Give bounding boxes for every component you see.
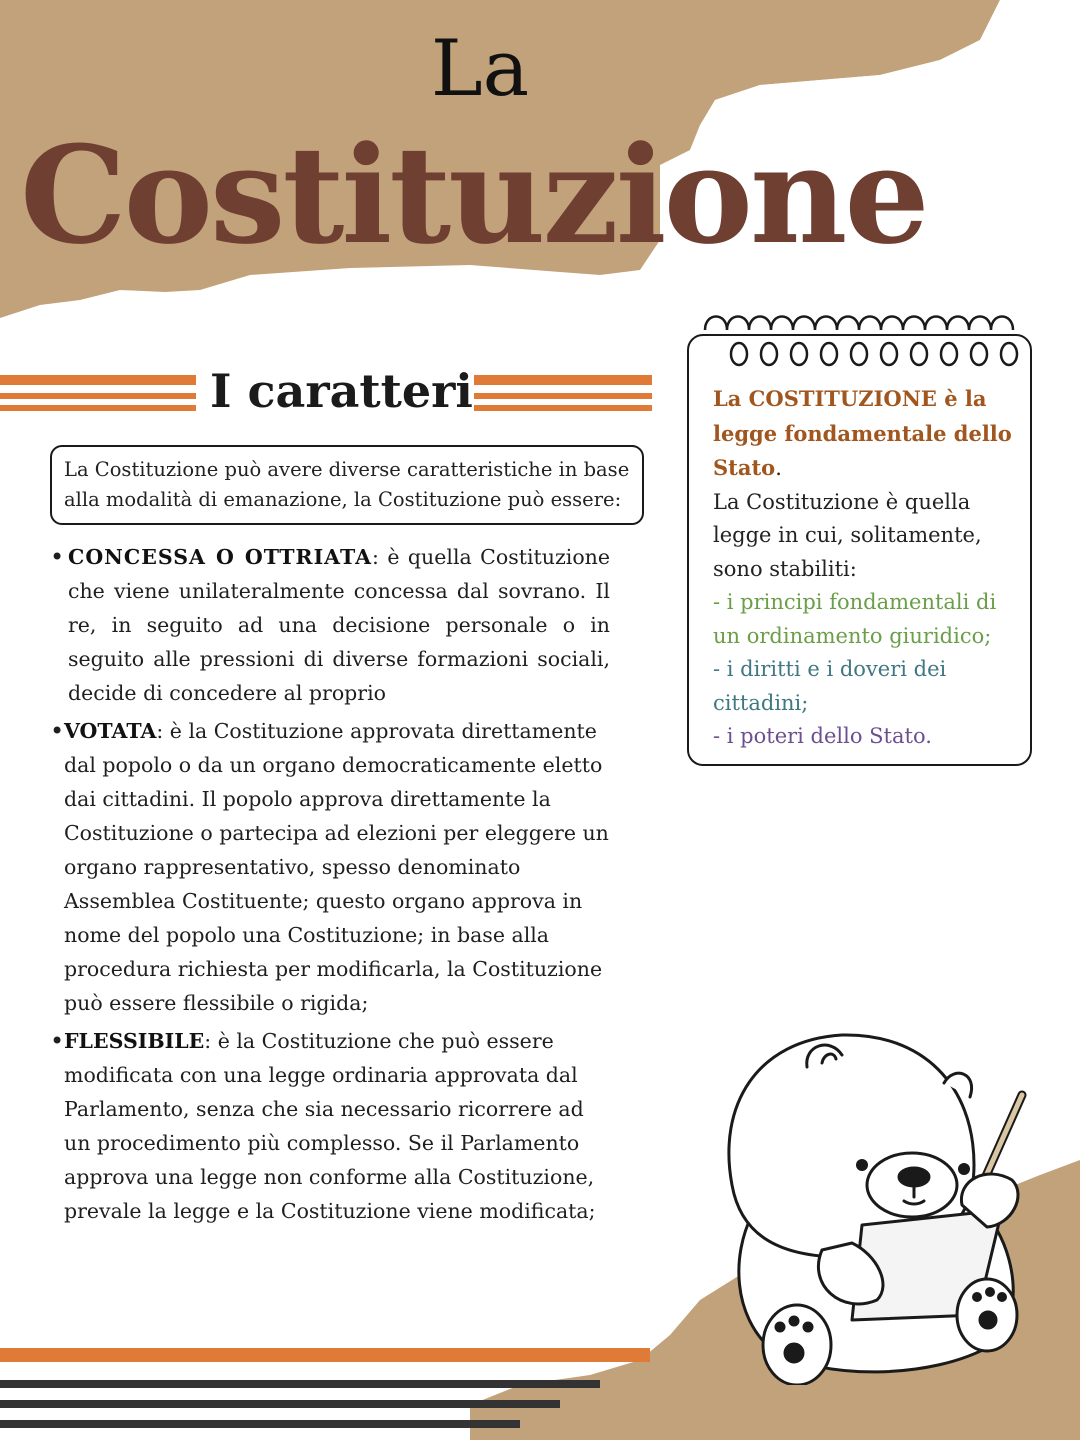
note-body: La Costituzione è quella legge in cui, solitamente, sono stabiliti: — [713, 489, 982, 581]
note-item-poteri: - i poteri dello Stato. — [713, 724, 932, 748]
heading-stripe-left-2 — [0, 393, 196, 399]
bullet-dot-icon: • — [50, 717, 65, 745]
notebook-spiral-icon — [697, 308, 1027, 368]
heading-stripe-right-1 — [474, 375, 652, 385]
note-text — [713, 382, 1023, 754]
heading-stripe-right-3 — [474, 405, 652, 411]
heading-stripe-left-1 — [0, 375, 196, 385]
characteristics-list — [50, 540, 610, 1232]
bottom-stripe-dark-1 — [0, 1380, 600, 1388]
list-item-votata — [50, 714, 610, 1020]
term-votata: VOTATA — [64, 719, 157, 743]
title-la: La — [430, 24, 530, 114]
list-item-concessa — [50, 540, 610, 710]
note-item-diritti: - i diritti e i doveri dei cittadini; — [713, 657, 947, 715]
definition-concessa: : è quella Costituzione che viene unilateralmente concessa dal sovrano. Il re, in seguito ad una decisione personale o in seguito alle pressioni di diverse formazioni sociali, decide di concedere al proprio — [68, 545, 610, 705]
polar-bear-writing-illustration — [712, 1015, 1042, 1385]
list-item-flessibile — [50, 1024, 610, 1228]
note-item-principi: - i principi fondamentali di un ordinamento giuridico; — [713, 590, 997, 648]
definition-flessibile: : è la Costituzione che può essere modificata con una legge ordinaria approvata dal Parlamento, senza che sia necessario ricorrere ad un procedimento più complesso. Se il Parlamento approva una legge non conforme alla Costituzione, prevale la legge e la Costituzione viene modificata; — [64, 1029, 596, 1223]
intro-box — [50, 445, 644, 525]
note-definition — [713, 382, 1023, 486]
title-costituzione: Costituzione — [20, 116, 927, 274]
bullet-dot-icon: • — [50, 543, 65, 571]
definition-votata: : è la Costituzione approvata direttamente dal popolo o da un organo democraticamente eletto dai cittadini. Il popolo approva direttamente la Costituzione o partecipa ad elezioni per eleggere un organo rappresentativo, spesso denominato Assemblea Costituente; questo organo approva in nome del popolo una Costituzione; in base alla procedura richiesta per modificarla, la Costituzione può essere flessibile o rigida; — [64, 719, 609, 1015]
bottom-stripe-dark-2 — [0, 1400, 560, 1408]
note-highlight: La COSTITUZIONE è la legge fondamentale dello Stato — [713, 386, 1012, 480]
heading-stripe-left-3 — [0, 405, 196, 411]
section-heading: I caratteri — [210, 364, 473, 418]
term-flessibile: FLESSIBILE — [64, 1029, 205, 1053]
intro-text: La Costituzione può avere diverse caratteristiche in base alla modalità di emanazione, la Costituzione può essere: — [64, 458, 630, 511]
bullet-dot-icon: • — [50, 1027, 65, 1055]
note-period: . — [775, 456, 782, 480]
term-concessa: CONCESSA O OTTRIATA — [68, 545, 372, 569]
bottom-stripe-dark-3 — [0, 1420, 520, 1428]
bottom-stripe-orange — [0, 1348, 650, 1362]
note-card — [687, 334, 1032, 766]
heading-stripe-right-2 — [474, 393, 652, 399]
